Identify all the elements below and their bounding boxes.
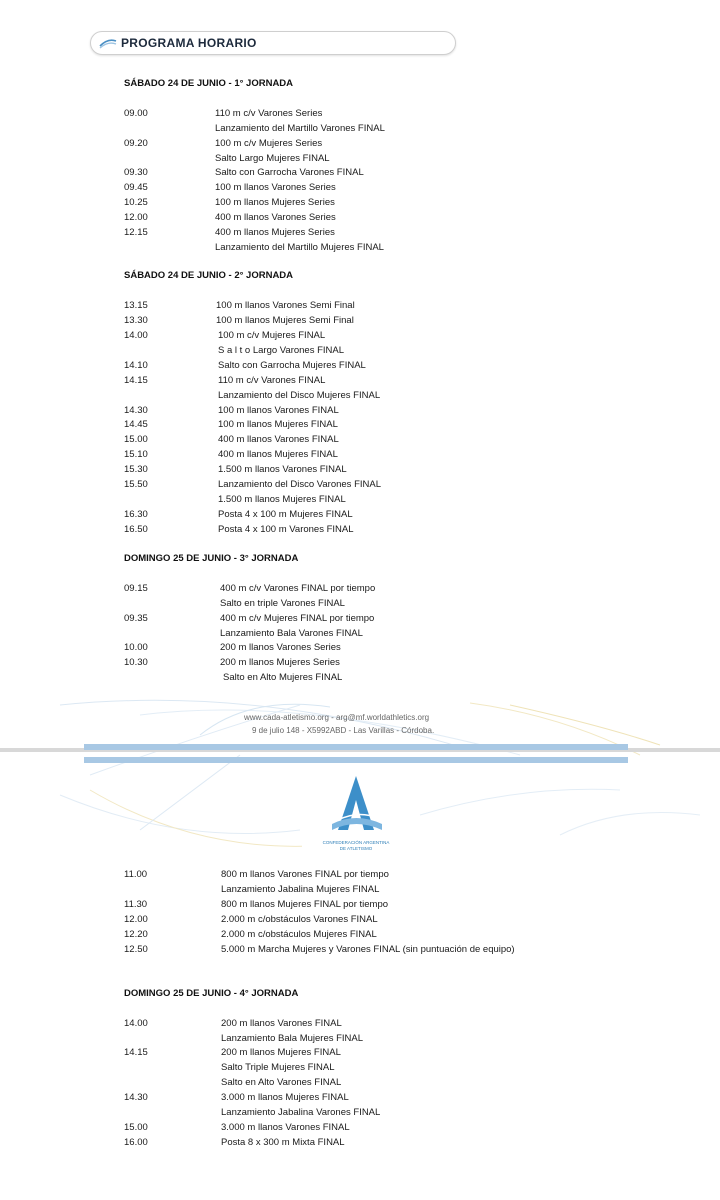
- schedule-row: [0, 611, 720, 626]
- row-event: 110 m c/v Varones Series: [215, 108, 323, 119]
- row-time: 12.15: [124, 227, 148, 238]
- row-time: 14.10: [124, 360, 148, 371]
- row-event: 100 m c/v Mujeres Series: [215, 138, 323, 149]
- schedule-row: [0, 912, 720, 927]
- row-time: 13.30: [124, 315, 148, 326]
- section-header-pill: [90, 31, 456, 55]
- schedule-row: [0, 373, 720, 388]
- athletics-a-logo-icon: [302, 768, 410, 840]
- row-time: 09.30: [124, 167, 148, 178]
- row-time: 09.20: [124, 138, 148, 149]
- row-event: 100 m llanos Varones FINAL: [218, 405, 339, 416]
- row-time: 16.30: [124, 509, 148, 520]
- schedule-row: [0, 1075, 720, 1090]
- row-time: 11.30: [124, 899, 148, 910]
- schedule-row: [0, 1135, 720, 1150]
- schedule-row: [0, 1016, 720, 1031]
- row-event: 800 m llanos Mujeres FINAL por tiempo: [221, 899, 389, 910]
- schedule-row: [0, 417, 720, 432]
- row-time: 14.00: [124, 1018, 148, 1029]
- row-time: 15.00: [124, 434, 148, 445]
- row-time: 09.15: [124, 583, 148, 594]
- row-time: 10.25: [124, 197, 148, 208]
- row-event: 3.000 m llanos Varones FINAL: [221, 1122, 350, 1133]
- row-event: Posta 4 x 100 m Varones FINAL: [218, 524, 354, 535]
- schedule-row: [0, 1031, 720, 1046]
- row-time: 10.30: [124, 657, 148, 668]
- row-event: Salto Triple Mujeres FINAL: [221, 1062, 335, 1073]
- row-event: 2.000 m c/obstáculos Varones FINAL: [221, 914, 378, 925]
- schedule-row: [0, 867, 720, 882]
- row-event: Lanzamiento del Disco Varones FINAL: [218, 479, 381, 490]
- schedule-row: [0, 492, 720, 507]
- schedule-row: [0, 195, 720, 210]
- schedule-row: [0, 1090, 720, 1105]
- row-event: S a l t o Largo Varones FINAL: [218, 345, 345, 356]
- row-time: 12.00: [124, 212, 148, 223]
- schedule-row: [0, 403, 720, 418]
- cada-logo: [302, 764, 410, 860]
- row-event: 400 m llanos Mujeres FINAL: [218, 449, 338, 460]
- schedule-row: [0, 121, 720, 136]
- schedule-row: [0, 581, 720, 596]
- row-event: 400 m c/v Varones FINAL por tiempo: [220, 583, 376, 594]
- row-time: 14.30: [124, 1092, 148, 1103]
- row-time: 14.15: [124, 375, 148, 386]
- row-event: 400 m llanos Varones Series: [215, 212, 336, 223]
- schedule-row: [0, 447, 720, 462]
- row-event: 1.500 m llanos Varones FINAL: [218, 464, 347, 475]
- row-event: Posta 8 x 300 m Mixta FINAL: [221, 1137, 345, 1148]
- row-event: 100 m llanos Varones Semi Final: [216, 300, 355, 311]
- row-event: Lanzamiento Bala Mujeres FINAL: [221, 1033, 364, 1044]
- row-time: 15.30: [124, 464, 148, 475]
- schedule-row: [0, 882, 720, 897]
- schedule-row: [0, 298, 720, 313]
- schedule-row: [0, 210, 720, 225]
- row-event: Lanzamiento del Disco Mujeres FINAL: [218, 390, 381, 401]
- row-event: Lanzamiento Jabalina Mujeres FINAL: [221, 884, 380, 895]
- row-time: 14.15: [124, 1047, 148, 1058]
- row-event: 400 m llanos Varones FINAL: [218, 434, 339, 445]
- section-title: SÁBADO 24 DE JUNIO - 1° JORNADA: [124, 78, 294, 89]
- row-event: 400 m llanos Mujeres Series: [215, 227, 335, 238]
- row-event: 100 m llanos Varones Series: [215, 182, 336, 193]
- row-event: 1.500 m llanos Mujeres FINAL: [218, 494, 346, 505]
- logo-caption-line2: DE ATLETISMO: [339, 846, 373, 851]
- schedule-row: [0, 151, 720, 166]
- schedule-row: [0, 313, 720, 328]
- schedule-row: [0, 626, 720, 641]
- schedule-row: [0, 106, 720, 121]
- row-time: 12.20: [124, 929, 148, 940]
- row-time: 14.45: [124, 419, 148, 430]
- schedule-row: [0, 596, 720, 611]
- schedule-row: [0, 942, 720, 957]
- schedule-row: [0, 388, 720, 403]
- schedule-row: [0, 1045, 720, 1060]
- row-event: 100 m llanos Mujeres Series: [215, 197, 335, 208]
- row-event: 100 m c/v Mujeres FINAL: [218, 330, 326, 341]
- row-time: 09.00: [124, 108, 148, 119]
- schedule-row: [0, 655, 720, 670]
- section-title: DOMINGO 25 DE JUNIO - 3° JORNADA: [124, 553, 299, 564]
- schedule-row: [0, 240, 720, 255]
- row-time: 12.00: [124, 914, 148, 925]
- row-time: 12.50: [124, 944, 148, 955]
- row-event: Salto con Garrocha Mujeres FINAL: [218, 360, 366, 371]
- row-event: Salto en triple Varones FINAL: [220, 598, 345, 609]
- row-event: 2.000 m c/obstáculos Mujeres FINAL: [221, 929, 377, 940]
- schedule-row: [0, 180, 720, 195]
- schedule-row: [0, 670, 720, 685]
- row-event: 3.000 m llanos Mujeres FINAL: [221, 1092, 349, 1103]
- row-event: 100 m llanos Mujeres Semi Final: [216, 315, 354, 326]
- row-time: 16.50: [124, 524, 148, 535]
- logo-caption-line1: CONFEDERACIÓN ARGENTINA: [322, 840, 390, 845]
- schedule-row: [0, 897, 720, 912]
- row-event: Salto en Alto Varones FINAL: [221, 1077, 342, 1088]
- row-event: 200 m llanos Varones FINAL: [221, 1018, 342, 1029]
- footer-address: 9 de julio 148 - X5992ABD - Las Varillas - Córdoba.: [252, 726, 435, 735]
- row-time: 15.50: [124, 479, 148, 490]
- row-event: Lanzamiento del Martillo Varones FINAL: [215, 123, 385, 134]
- row-event: 200 m llanos Varones Series: [220, 642, 341, 653]
- row-event: 5.000 m Marcha Mujeres y Varones FINAL (sin puntuación de equipo): [221, 944, 515, 955]
- footer-contact-web: www.cada-atletismo.org - arg@mf.worldathletics.org: [244, 713, 430, 722]
- page-title: PROGRAMA HORARIO: [121, 36, 257, 50]
- row-time: 16.00: [124, 1137, 148, 1148]
- schedule-row: [0, 507, 720, 522]
- row-event: 110 m c/v Varones FINAL: [218, 375, 326, 386]
- section-title: SÁBADO 24 DE JUNIO - 2° JORNADA: [124, 270, 294, 281]
- row-event: Lanzamiento del Martillo Mujeres FINAL: [215, 242, 384, 253]
- schedule-row: [0, 1060, 720, 1075]
- row-time: 10.00: [124, 642, 148, 653]
- section-title: DOMINGO 25 DE JUNIO - 4° JORNADA: [124, 988, 299, 999]
- schedule-row: [0, 343, 720, 358]
- row-event: Lanzamiento Jabalina Varones FINAL: [221, 1107, 381, 1118]
- row-time: 15.00: [124, 1122, 148, 1133]
- schedule-row: [0, 1105, 720, 1120]
- row-event: 800 m llanos Varones FINAL por tiempo: [221, 869, 389, 880]
- swoosh-icon: [99, 37, 117, 49]
- schedule-row: [0, 927, 720, 942]
- row-event: 200 m llanos Mujeres Series: [220, 657, 340, 668]
- row-event: 400 m c/v Mujeres FINAL por tiempo: [220, 613, 375, 624]
- row-time: 14.00: [124, 330, 148, 341]
- row-time: 09.35: [124, 613, 148, 624]
- row-time: 13.15: [124, 300, 148, 311]
- row-time: 09.45: [124, 182, 148, 193]
- row-event: 100 m llanos Mujeres FINAL: [218, 419, 338, 430]
- row-time: 11.00: [124, 869, 148, 880]
- row-event: Posta 4 x 100 m Mujeres FINAL: [218, 509, 353, 520]
- schedule-row: [0, 136, 720, 151]
- row-event: Lanzamiento Bala Varones FINAL: [220, 628, 363, 639]
- row-time: 15.10: [124, 449, 148, 460]
- schedule-row: [0, 358, 720, 373]
- schedule-row: [0, 477, 720, 492]
- schedule-row: [0, 522, 720, 537]
- schedule-row: [0, 328, 720, 343]
- row-event: Salto Largo Mujeres FINAL: [215, 153, 330, 164]
- row-event: Salto con Garrocha Varones FINAL: [215, 167, 364, 178]
- schedule-row: [0, 432, 720, 447]
- schedule-row: [0, 225, 720, 240]
- schedule-row: [0, 462, 720, 477]
- schedule-row: [0, 640, 720, 655]
- row-event: 200 m llanos Mujeres FINAL: [221, 1047, 341, 1058]
- row-event: Salto en Alto Mujeres FINAL: [223, 672, 343, 683]
- row-time: 14.30: [124, 405, 148, 416]
- schedule-row: [0, 165, 720, 180]
- schedule-row: [0, 1120, 720, 1135]
